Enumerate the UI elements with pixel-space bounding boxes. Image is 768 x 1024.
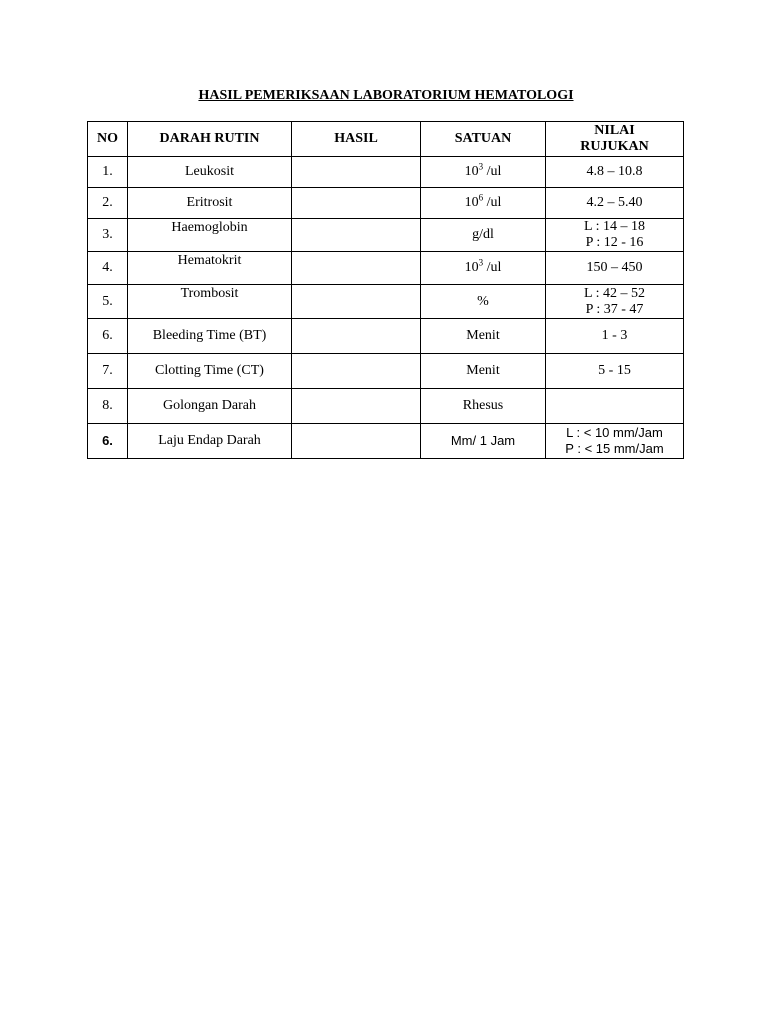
reference-line-female: P : 12 - 16 (585, 235, 644, 250)
reference-cell (546, 219, 684, 252)
unit-rest: /ul (483, 195, 502, 210)
table-row (88, 389, 684, 424)
header-nilai-line2: RUJUKAN (580, 139, 649, 154)
unit-cell: Mm/ 1 Jam (421, 424, 546, 459)
unit-cell (421, 252, 546, 285)
reference-line-male: L : 14 – 18 (584, 219, 645, 234)
result-cell[interactable] (292, 188, 421, 219)
test-name: Trombosit (128, 285, 292, 319)
reference-cell (546, 354, 684, 389)
reference-cell (546, 389, 684, 424)
reference-line-male: L : 42 – 52 (584, 285, 645, 301)
reference-cell (546, 252, 684, 285)
result-cell[interactable] (292, 157, 421, 188)
reference-line: 150 – 450 (586, 260, 643, 275)
unit-base: 10 (464, 195, 479, 210)
unit-exponent: 6 (478, 192, 484, 203)
unit-exponent: 3 (478, 161, 484, 172)
row-number: 2. (88, 188, 128, 219)
header-nilai-rujukan (546, 122, 684, 157)
table-row (88, 252, 684, 285)
unit-rest: /ul (483, 260, 502, 275)
unit-base: 10 (464, 260, 479, 275)
result-cell[interactable] (292, 424, 421, 459)
table-row (88, 219, 684, 252)
table-row (88, 285, 684, 319)
reference-cell (546, 157, 684, 188)
result-cell[interactable] (292, 285, 421, 319)
reference-line: 4.2 – 5.40 (586, 195, 643, 210)
unit-cell: Rhesus (421, 389, 546, 424)
result-cell[interactable] (292, 389, 421, 424)
unit-cell: Menit (421, 319, 546, 354)
row-number: 3. (88, 219, 128, 252)
table-row (88, 424, 684, 459)
unit-base: 10 (464, 164, 479, 179)
header-darah-rutin: DARAH RUTIN (128, 122, 292, 157)
test-name: Clotting Time (CT) (128, 354, 292, 389)
header-nilai-line1: NILAI (594, 123, 635, 138)
test-name: Hematokrit (128, 252, 292, 285)
reference-line: 1 - 3 (601, 328, 628, 343)
header-hasil: HASIL (292, 122, 421, 157)
unit-exponent: 3 (478, 257, 484, 268)
test-name: Leukosit (128, 157, 292, 188)
unit-cell: g/dl (421, 219, 546, 252)
unit-cell (421, 157, 546, 188)
unit-cell (421, 188, 546, 219)
hematology-table (87, 121, 684, 459)
result-cell[interactable] (292, 354, 421, 389)
result-cell[interactable] (292, 252, 421, 285)
unit-cell: % (421, 285, 546, 319)
header-no: NO (88, 122, 128, 157)
row-number: 4. (88, 252, 128, 285)
row-number: 5. (88, 285, 128, 319)
row-number: 8. (88, 389, 128, 424)
row-number: 7. (88, 354, 128, 389)
test-name: Bleeding Time (BT) (128, 319, 292, 354)
reference-cell (546, 188, 684, 219)
table-row (88, 157, 684, 188)
table-row (88, 354, 684, 389)
table-row (88, 319, 684, 354)
row-number: 6. (88, 424, 128, 459)
header-satuan: SATUAN (421, 122, 546, 157)
reference-line-male: L : < 10 mm/Jam (566, 425, 663, 440)
result-cell[interactable] (292, 319, 421, 354)
row-number: 6. (88, 319, 128, 354)
result-cell[interactable] (292, 219, 421, 252)
reference-cell (546, 424, 684, 459)
table-row (88, 188, 684, 219)
test-name: Laju Endap Darah (128, 424, 292, 459)
reference-line: 5 - 15 (598, 363, 631, 378)
test-name: Golongan Darah (128, 389, 292, 424)
unit-rest: /ul (483, 164, 502, 179)
reference-line-female: P : < 15 mm/Jam (565, 441, 664, 456)
document-title-text: HASIL PEMERIKSAAN LABORATORIUM HEMATOLOGI (198, 88, 574, 103)
reference-cell (546, 319, 684, 354)
test-name: Eritrosit (128, 188, 292, 219)
document-title (0, 87, 768, 105)
reference-line-female: P : 37 - 47 (585, 301, 644, 317)
table-header-row (88, 122, 684, 157)
unit-cell: Menit (421, 354, 546, 389)
row-number: 1. (88, 157, 128, 188)
reference-line: 4.8 – 10.8 (586, 164, 643, 179)
test-name: Haemoglobin (128, 219, 292, 252)
reference-cell (546, 285, 684, 319)
